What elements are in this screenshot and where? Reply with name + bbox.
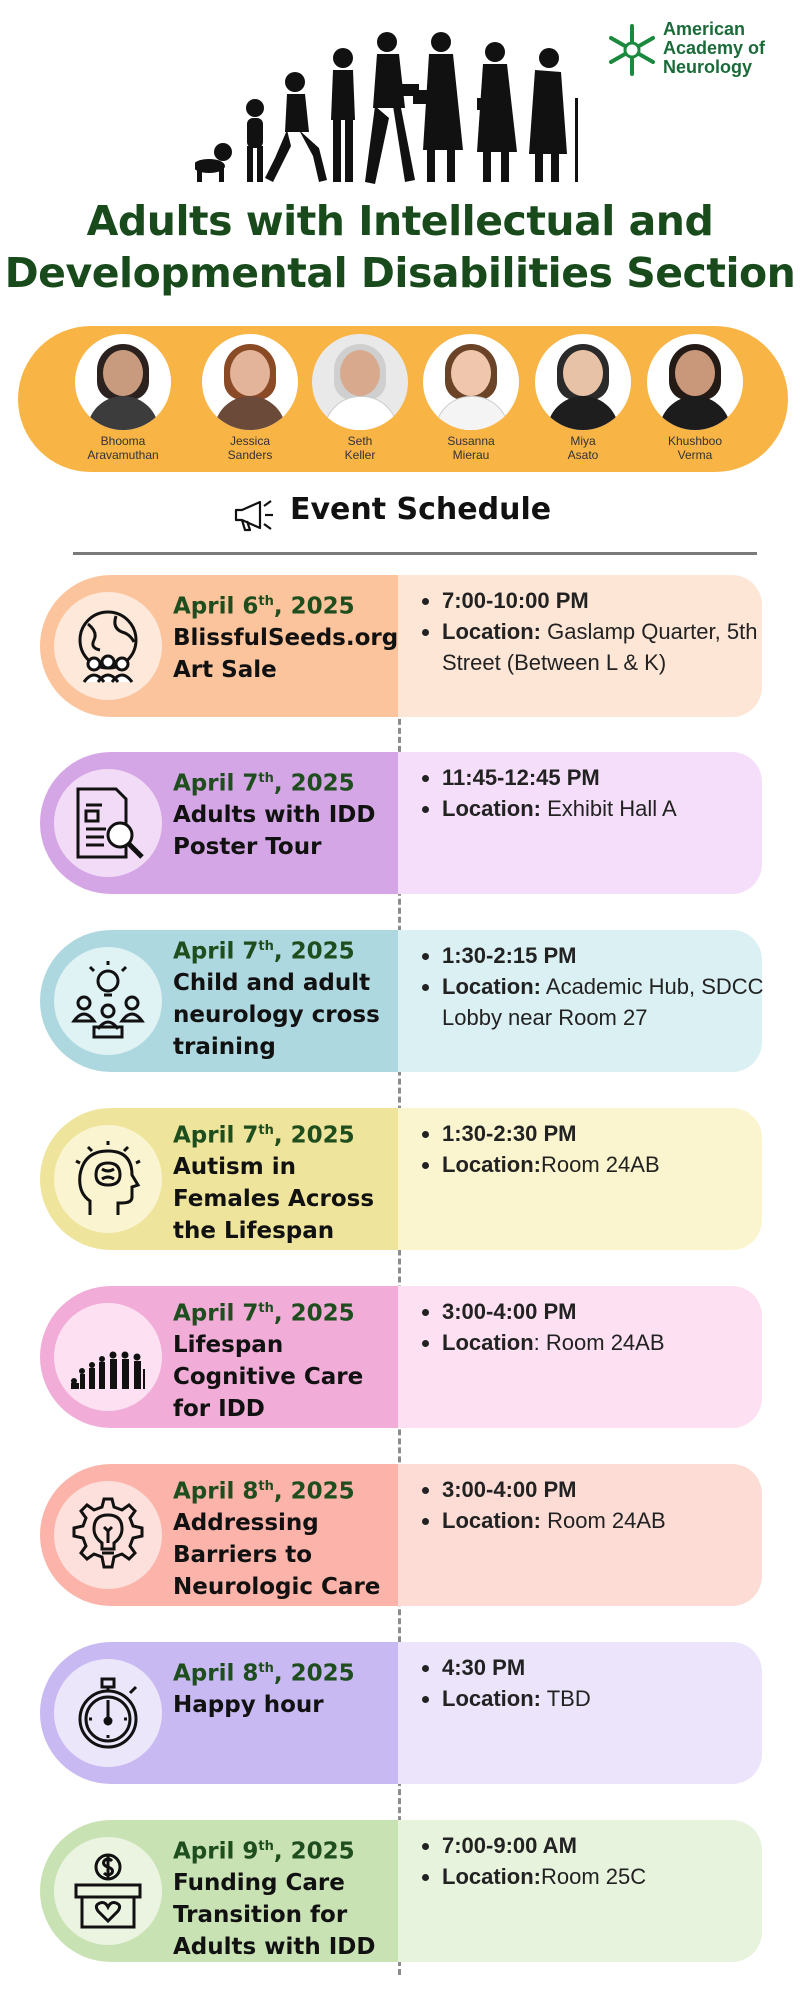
event-details [420,585,777,678]
event-details [420,1118,777,1180]
event-location: Academic Hub, SDCC Lobby near Room 27 [442,974,764,1030]
event-right-panel [398,575,762,717]
event-time: 3:00-4:00 PM [442,1477,577,1502]
event-location-item [442,1861,777,1892]
event-location-item [442,1327,777,1358]
logo-line-1: American [663,19,746,39]
event-name: Funding Care Transition for Adults with IDD [173,1869,376,1960]
page-title [0,195,800,299]
event-name: Autism in Females Across the Lifespan [173,1153,375,1244]
speaker-card [68,334,178,462]
location-label: Location: [442,974,541,999]
location-label: Location: [442,1508,541,1533]
event-location: : Room 24AB [533,1330,665,1355]
event-date: April 6th, 2025 [173,593,355,620]
event-left-panel [40,1642,398,1784]
event-date: April 7th, 2025 [173,1122,355,1149]
speaker-first-name: Seth [347,434,373,448]
event-name: Child and adult neurology cross training [173,969,380,1060]
avatar [312,334,408,430]
event-details [420,762,777,824]
event-name: Adults with IDD Poster Tour [173,801,376,860]
event-info [173,1294,398,1425]
event-right-panel [398,1108,762,1250]
event-info [173,1116,398,1247]
event-date: April 9th, 2025 [173,1838,355,1865]
speaker-card [195,334,305,462]
event-name: BlissfulSeeds.org Art Sale [173,624,399,683]
event-right-panel [398,752,762,894]
brain-head-icon [54,1125,162,1233]
speaker-last-name: Aravamuthan [87,448,159,462]
speaker-first-name: Khushboo [667,434,723,448]
donation-box-icon [54,1837,162,1945]
speaker-last-name: Verma [677,448,713,462]
event-left-panel [40,1108,398,1250]
event-card [40,930,762,1072]
event-info [173,587,398,686]
event-right-panel [398,1286,762,1428]
event-location-item [442,971,777,1033]
speaker-first-name: Bhooma [100,434,146,448]
event-card [40,1108,762,1250]
event-location: Room 25C [541,1864,647,1889]
speaker-first-name: Miya [570,434,596,448]
speaker-first-name: Jessica [229,434,270,448]
event-time: 7:00-10:00 PM [442,588,589,613]
event-time: 3:00-4:00 PM [442,1299,577,1324]
event-time-item [442,762,777,793]
event-card [40,1286,762,1428]
event-left-panel [40,1820,398,1962]
event-location-item [442,793,777,824]
logo-line-2: Academy of [663,38,766,58]
location-label: Location: [442,1152,541,1177]
life-stages-silhouette-icon [195,28,605,188]
event-card [40,575,762,717]
event-info [173,1832,398,1963]
speaker-last-name: Mierau [452,448,490,462]
speakers-band [18,326,788,472]
event-location: Room 24AB [541,1508,666,1533]
event-location: Exhibit Hall A [541,796,677,821]
speaker-card [528,334,638,462]
event-details [420,1652,777,1714]
event-location-item [442,1683,777,1714]
location-label: Location: [442,1686,541,1711]
event-right-panel [398,1464,762,1606]
event-time-item [442,1474,777,1505]
stopwatch-icon [54,1659,162,1767]
event-name: Addressing Barriers to Neurologic Care [173,1509,381,1600]
event-time-item [442,940,777,971]
event-right-panel [398,930,762,1072]
aan-logo [605,16,785,86]
event-left-panel [40,1286,398,1428]
event-date: April 8th, 2025 [173,1478,355,1505]
avatar [75,334,171,430]
location-label: Location: [442,1864,541,1889]
event-left-panel [40,930,398,1072]
event-location: TBD [541,1686,591,1711]
avatar [647,334,743,430]
event-time: 1:30-2:30 PM [442,1121,577,1146]
event-card [40,1642,762,1784]
event-time: 11:45-12:45 PM [442,765,600,790]
event-card [40,1464,762,1606]
avatar [202,334,298,430]
event-left-panel [40,575,398,717]
event-details [420,1474,777,1536]
event-details [420,940,777,1033]
event-right-panel [398,1642,762,1784]
event-card [40,752,762,894]
event-time-item [442,1830,777,1861]
megaphone-icon [230,494,276,534]
speaker-card [416,334,526,462]
speaker-card [640,334,750,462]
event-location: Gaslamp Quarter, 5th Street (Between L & K) [442,619,758,675]
location-label: Location [442,1330,534,1355]
event-location-item [442,1149,777,1180]
event-left-panel [40,1464,398,1606]
event-date: April 7th, 2025 [173,938,355,965]
event-time: 1:30-2:15 PM [442,943,577,968]
gear-bulb-icon [54,1481,162,1589]
event-location: Room 24AB [541,1152,660,1177]
event-time-item [442,1118,777,1149]
event-time: 4:30 PM [442,1655,526,1680]
speaker-last-name: Asato [567,448,599,462]
speaker-first-name: Susanna [447,434,495,448]
event-left-panel [40,752,398,894]
title-line-1: Adults with Intellectual and [86,197,714,245]
event-time: 7:00-9:00 AM [442,1833,577,1858]
speaker-last-name: Sanders [227,448,273,462]
title-line-2: Developmental Disabilities Section [4,249,796,297]
divider [73,552,757,555]
logo-line-3: Neurology [663,57,753,77]
document-search-icon [54,769,162,877]
event-name: Lifespan Cognitive Care for IDD [173,1331,364,1422]
event-location-item [442,616,777,678]
event-details [420,1296,777,1358]
location-label: Location: [442,796,541,821]
speaker-card [305,334,415,462]
event-right-panel [398,1820,762,1962]
avatar [423,334,519,430]
event-time-item [442,1652,777,1683]
event-info [173,1472,398,1603]
event-date: April 7th, 2025 [173,770,355,797]
event-time-item [442,585,777,616]
aan-starburst-icon [605,20,659,80]
event-location-item [442,1505,777,1536]
speaker-last-name: Keller [344,448,376,462]
event-date: April 8th, 2025 [173,1660,355,1687]
event-info [173,764,398,863]
event-time-item [442,1296,777,1327]
event-details [420,1830,777,1892]
training-idea-icon [54,947,162,1055]
globe-people-icon [54,592,162,700]
schedule-heading [230,486,630,536]
event-info [173,932,398,1063]
event-name: Happy hour [173,1691,324,1718]
event-card [40,1820,762,1962]
schedule-title: Event Schedule [290,492,552,527]
lifespan-people-icon [54,1303,162,1411]
event-info [173,1654,398,1721]
avatar [535,334,631,430]
event-date: April 7th, 2025 [173,1300,355,1327]
location-label: Location: [442,619,541,644]
